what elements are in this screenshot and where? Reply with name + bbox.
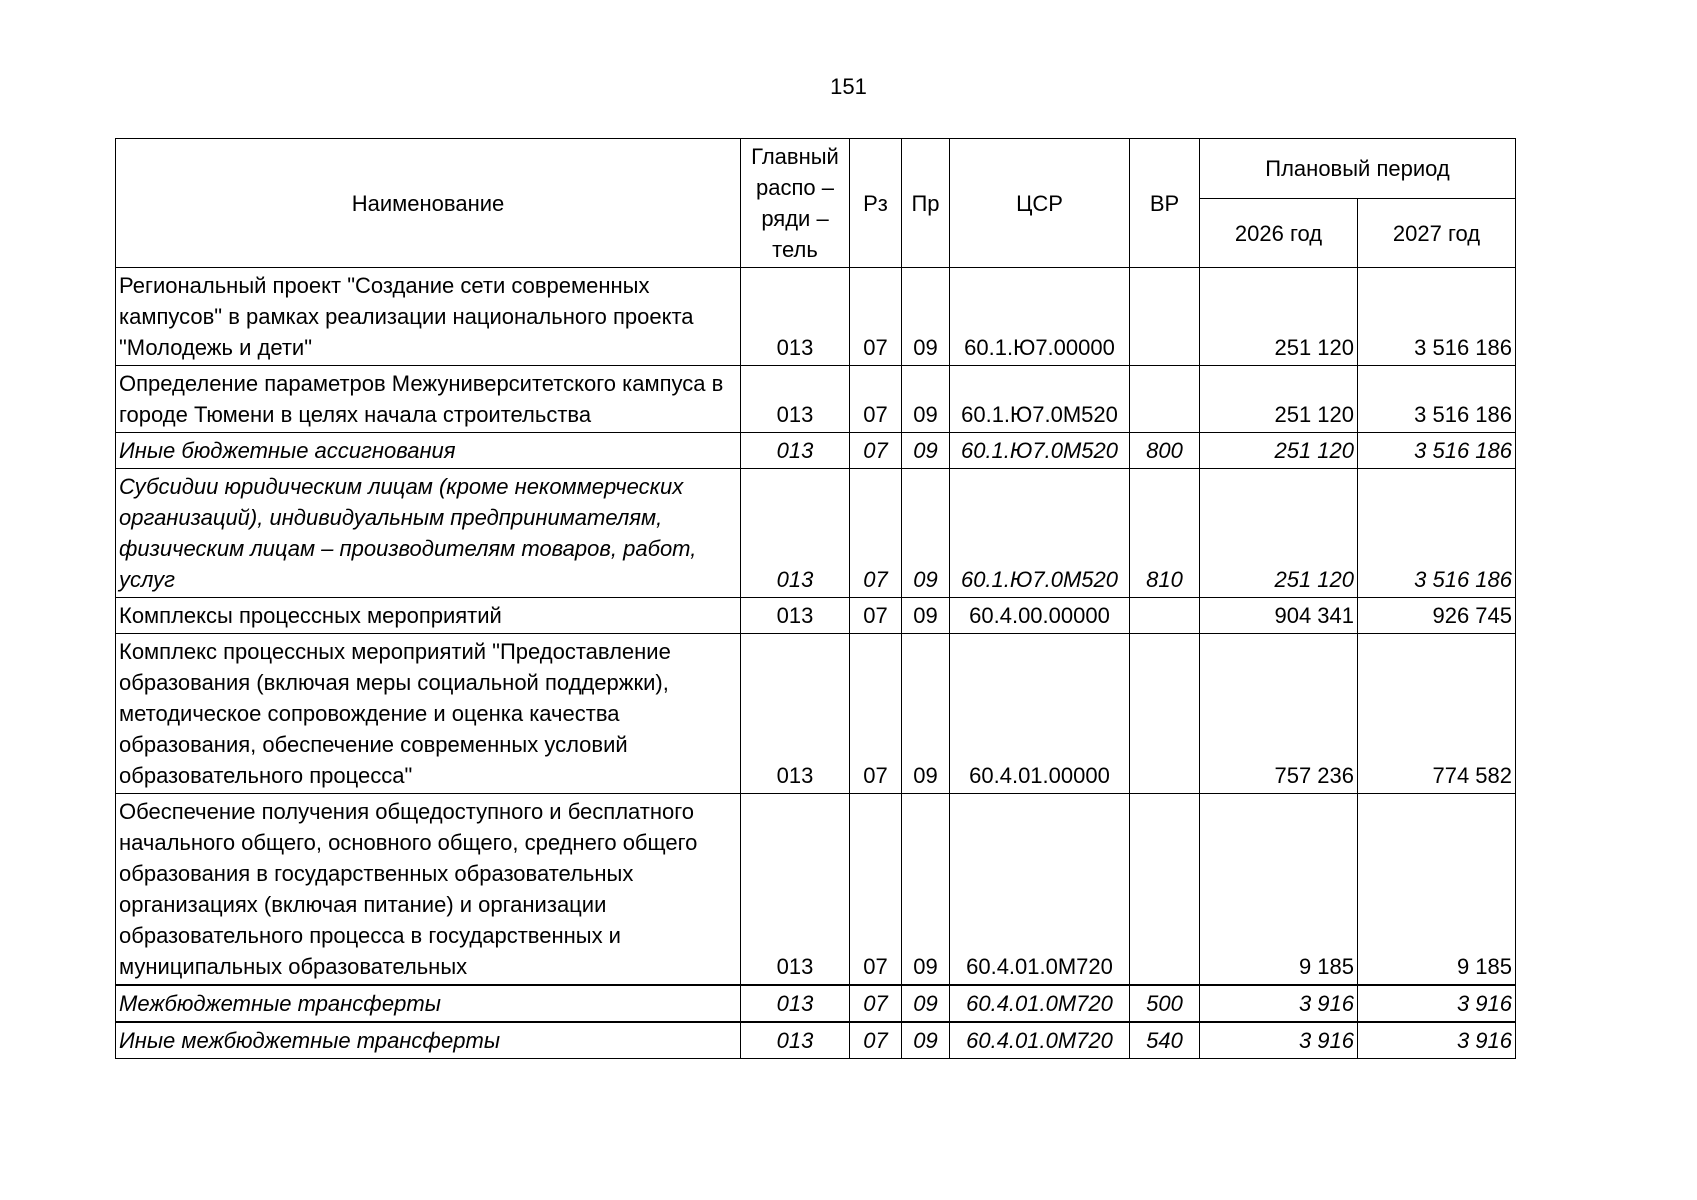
cell-amount-2027: 3 516 186 xyxy=(1358,469,1516,598)
cell-vr: 810 xyxy=(1130,469,1200,598)
table-row xyxy=(116,366,1516,433)
table-row xyxy=(116,634,1516,794)
cell-amount-2027: 3 916 xyxy=(1358,1022,1516,1059)
cell-pr: 09 xyxy=(902,634,950,794)
cell-pr: 09 xyxy=(902,598,950,634)
cell-vr xyxy=(1130,366,1200,433)
cell-chief-administrator: 013 xyxy=(741,433,850,469)
cell-amount-2026: 9 185 xyxy=(1200,794,1358,986)
header-name: Наименование xyxy=(116,139,741,268)
cell-csr: 60.1.Ю7.0М520 xyxy=(950,433,1130,469)
cell-amount-2027: 926 745 xyxy=(1358,598,1516,634)
cell-chief-administrator: 013 xyxy=(741,598,850,634)
cell-name: Иные бюджетные ассигнования xyxy=(116,433,741,469)
cell-csr: 60.4.00.00000 xyxy=(950,598,1130,634)
table-row xyxy=(116,598,1516,634)
cell-vr: 540 xyxy=(1130,1022,1200,1059)
table-row xyxy=(116,985,1516,1022)
cell-rz: 07 xyxy=(850,469,902,598)
cell-pr: 09 xyxy=(902,433,950,469)
cell-vr: 800 xyxy=(1130,433,1200,469)
table-row xyxy=(116,268,1516,366)
budget-table xyxy=(115,138,1516,1059)
header-vr: ВР xyxy=(1130,139,1200,268)
cell-amount-2027: 774 582 xyxy=(1358,634,1516,794)
page-number: 151 xyxy=(830,74,867,99)
header-csr: ЦСР xyxy=(950,139,1130,268)
cell-csr: 60.1.Ю7.0М520 xyxy=(950,469,1130,598)
cell-rz: 07 xyxy=(850,598,902,634)
header-chief-administrator: Главный распо – ряди – тель xyxy=(741,139,850,268)
cell-name: Межбюджетные трансферты xyxy=(116,985,741,1022)
cell-rz: 07 xyxy=(850,794,902,986)
table-row xyxy=(116,433,1516,469)
cell-amount-2027: 3 516 186 xyxy=(1358,366,1516,433)
cell-pr: 09 xyxy=(902,268,950,366)
cell-amount-2026: 3 916 xyxy=(1200,985,1358,1022)
cell-amount-2027: 3 516 186 xyxy=(1358,268,1516,366)
cell-csr: 60.1.Ю7.00000 xyxy=(950,268,1130,366)
cell-name: Комплекс процессных мероприятий "Предоставление образования (включая меры социальной поддержки), методическое сопровождение и оценка качества образования, обеспечение современных условий образовательного процесса" xyxy=(116,634,741,794)
header-pr: Пр xyxy=(902,139,950,268)
cell-pr: 09 xyxy=(902,985,950,1022)
cell-csr: 60.1.Ю7.0М520 xyxy=(950,366,1130,433)
cell-amount-2026: 251 120 xyxy=(1200,433,1358,469)
cell-amount-2026: 3 916 xyxy=(1200,1022,1358,1059)
cell-vr xyxy=(1130,268,1200,366)
cell-name: Обеспечение получения общедоступного и бесплатного начального общего, основного общего, среднего общего образования в государственных образовательных организациях (включая питание) и организации образовательного процесса в государственных и муниципальных образовательных xyxy=(116,794,741,986)
cell-rz: 07 xyxy=(850,366,902,433)
cell-rz: 07 xyxy=(850,634,902,794)
cell-pr: 09 xyxy=(902,469,950,598)
table-row xyxy=(116,794,1516,986)
cell-vr xyxy=(1130,598,1200,634)
cell-name: Субсидии юридическим лицам (кроме некоммерческих организаций), индивидуальным предпринимателям, физическим лицам – производителям товаров, работ, услуг xyxy=(116,469,741,598)
cell-rz: 07 xyxy=(850,433,902,469)
header-year-2026: 2026 год xyxy=(1200,199,1358,268)
cell-chief-administrator: 013 xyxy=(741,794,850,986)
cell-rz: 07 xyxy=(850,1022,902,1059)
cell-name: Иные межбюджетные трансферты xyxy=(116,1022,741,1059)
cell-chief-administrator: 013 xyxy=(741,1022,850,1059)
cell-chief-administrator: 013 xyxy=(741,366,850,433)
cell-rz: 07 xyxy=(850,985,902,1022)
cell-name: Региональный проект "Создание сети современных кампусов" в рамках реализации национального проекта "Молодежь и дети" xyxy=(116,268,741,366)
cell-csr: 60.4.01.0М720 xyxy=(950,1022,1130,1059)
header-year-2027: 2027 год xyxy=(1358,199,1516,268)
cell-name: Определение параметров Межуниверситетского кампуса в городе Тюмени в целях начала строительства xyxy=(116,366,741,433)
cell-csr: 60.4.01.00000 xyxy=(950,634,1130,794)
cell-amount-2027: 3 916 xyxy=(1358,985,1516,1022)
cell-amount-2026: 251 120 xyxy=(1200,366,1358,433)
header-rz: Рз xyxy=(850,139,902,268)
cell-vr: 500 xyxy=(1130,985,1200,1022)
cell-amount-2026: 251 120 xyxy=(1200,469,1358,598)
cell-chief-administrator: 013 xyxy=(741,268,850,366)
cell-amount-2027: 9 185 xyxy=(1358,794,1516,986)
cell-chief-administrator: 013 xyxy=(741,469,850,598)
cell-csr: 60.4.01.0М720 xyxy=(950,985,1130,1022)
cell-vr xyxy=(1130,794,1200,986)
cell-amount-2026: 757 236 xyxy=(1200,634,1358,794)
table-row xyxy=(116,1022,1516,1059)
cell-csr: 60.4.01.0М720 xyxy=(950,794,1130,986)
table-row xyxy=(116,469,1516,598)
cell-pr: 09 xyxy=(902,794,950,986)
cell-pr: 09 xyxy=(902,366,950,433)
cell-vr xyxy=(1130,634,1200,794)
header-planned-period: Плановый период xyxy=(1200,139,1516,199)
cell-chief-administrator: 013 xyxy=(741,634,850,794)
cell-amount-2027: 3 516 186 xyxy=(1358,433,1516,469)
cell-pr: 09 xyxy=(902,1022,950,1059)
cell-amount-2026: 251 120 xyxy=(1200,268,1358,366)
cell-chief-administrator: 013 xyxy=(741,985,850,1022)
table-body xyxy=(116,268,1516,1059)
cell-rz: 07 xyxy=(850,268,902,366)
cell-name: Комплексы процессных мероприятий xyxy=(116,598,741,634)
table-header xyxy=(116,139,1516,268)
cell-amount-2026: 904 341 xyxy=(1200,598,1358,634)
